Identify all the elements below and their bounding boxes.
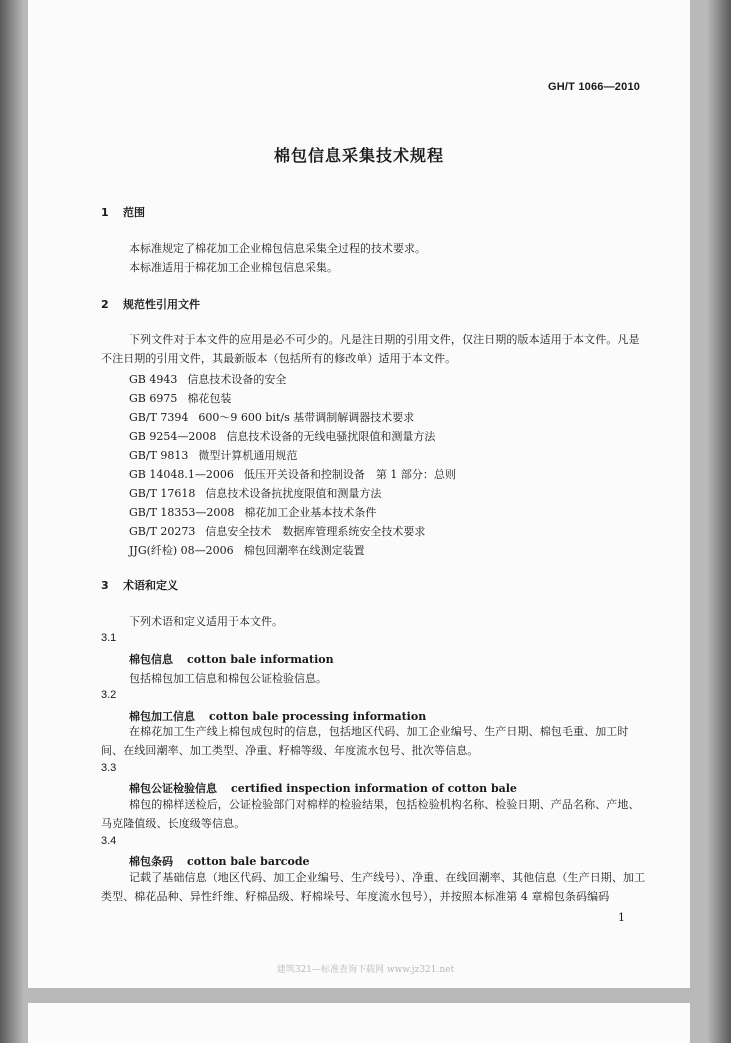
term-zh: 棉包加工信息 <box>129 710 195 723</box>
reference-code: GB/T 18353—2008 <box>129 506 235 519</box>
clause-number: 3.2 <box>101 689 117 701</box>
reference-code: GB 4943 <box>129 373 178 386</box>
reference-title: 信息技术设备的安全 <box>187 373 287 386</box>
term-en: certified inspection information of cotton bale <box>231 782 517 795</box>
reference-item <box>129 371 286 387</box>
reference-title: 600～9 600 bit/s 基带调制解调器技术要求 <box>198 411 415 424</box>
reference-item <box>129 542 365 558</box>
paragraph: 本标准适用于棉花加工企业棉包信息采集。 <box>129 261 338 274</box>
reference-code: GB/T 20273 <box>129 525 196 538</box>
term-definition: 记载了基础信息（地区代码、加工企业编号、生产线号）、净重、在线回潮率、其他信息（生产日期、加工类型、棉花品种、异性纤维、籽棉品级、籽棉垛号、年度流水包号），并按照本标准第 4 章棉包条码编码 <box>101 871 646 903</box>
reference-code: JJG(纤检) 08—2006 <box>129 544 234 557</box>
reference-code: GB/T 17618 <box>129 487 196 500</box>
reference-title: 棉包回潮率在线测定装置 <box>243 544 365 557</box>
term-heading <box>129 651 334 667</box>
term-en: cotton bale information <box>187 653 334 666</box>
paragraph: 下列文件对于本文件的应用是必不可少的。凡是注日期的引用文件，仅注日期的版本适用于本文件。凡是不注日期的引用文件，其最新版本（包括所有的修改单）适用于本文件。 <box>101 333 640 365</box>
reference-item <box>129 485 381 501</box>
reference-title: 信息技术设备的无线电骚扰限值和测量方法 <box>226 430 436 443</box>
clause-number: 3.4 <box>101 835 117 847</box>
term-definition: 包括棉包加工信息和棉包公证检验信息。 <box>129 672 327 685</box>
next-page-edge <box>28 1003 690 1043</box>
paragraph: 本标准规定了棉花加工企业棉包信息采集全过程的技术要求。 <box>129 242 426 255</box>
reference-code: GB 9254—2008 <box>129 430 217 443</box>
reference-code: GB 14048.1—2006 <box>129 468 234 481</box>
reference-item <box>129 447 297 463</box>
standard-code: GH/T 1066—2010 <box>548 81 641 93</box>
reference-title: 信息技术设备抗扰度限值和测量方法 <box>205 487 382 500</box>
section-title: 术语和定义 <box>123 579 178 592</box>
section-3-heading <box>101 577 178 593</box>
term-en: cotton bale barcode <box>187 855 310 868</box>
reference-title: 信息安全技术 数据库管理系统安全技术要求 <box>205 525 426 538</box>
reference-item <box>129 466 456 482</box>
reference-title: 微型计算机通用规范 <box>198 449 298 462</box>
section-number: 2 <box>101 298 109 311</box>
reference-title: 棉花包装 <box>187 392 232 405</box>
section-2-heading <box>101 296 200 312</box>
term-heading <box>129 853 310 869</box>
reference-title: 棉花加工企业基本技术条件 <box>244 506 377 519</box>
term-zh: 棉包条码 <box>129 855 173 868</box>
clause-number: 3.3 <box>101 762 117 774</box>
reference-item <box>129 390 231 406</box>
page-number: 1 <box>618 911 625 924</box>
section-number: 3 <box>101 579 109 592</box>
term-zh: 棉包信息 <box>129 653 173 666</box>
section-number: 1 <box>101 206 109 219</box>
term-heading <box>129 780 517 796</box>
reference-item <box>129 428 435 444</box>
section-title: 范围 <box>123 206 145 219</box>
document-title: 棉包信息采集技术规程 <box>273 146 444 165</box>
term-definition: 棉包的棉样送检后，公证检验部门对棉样的检验结果，包括检验机构名称、检验日期、产品名称、产地、马克隆值级、长度级等信息。 <box>101 798 640 830</box>
reference-item <box>129 409 414 425</box>
paragraph: 下列术语和定义适用于本文件。 <box>129 615 283 628</box>
term-en: cotton bale processing information <box>209 710 427 723</box>
reference-item <box>129 523 425 539</box>
reference-code: GB/T 9813 <box>129 449 189 462</box>
reference-code: GB/T 7394 <box>129 411 189 424</box>
section-title: 规范性引用文件 <box>123 298 200 311</box>
term-zh: 棉包公证检验信息 <box>129 782 217 795</box>
term-definition: 在棉花加工生产线上棉包成包时的信息，包括地区代码、加工企业编号、生产日期、棉包毛重、加工时间、在线回潮率、加工类型、净重、籽棉等级、年度流水包号、批次等信息。 <box>101 725 629 757</box>
watermark-footer: 建筑321—标准查询下载网 www.jz321.net <box>276 965 455 975</box>
document-page <box>28 0 690 988</box>
reference-item <box>129 504 376 520</box>
reference-code: GB 6975 <box>129 392 178 405</box>
clause-number: 3.1 <box>101 632 117 644</box>
section-1-heading <box>101 204 145 220</box>
reference-title: 低压开关设备和控制设备 第 1 部分：总则 <box>243 468 456 481</box>
